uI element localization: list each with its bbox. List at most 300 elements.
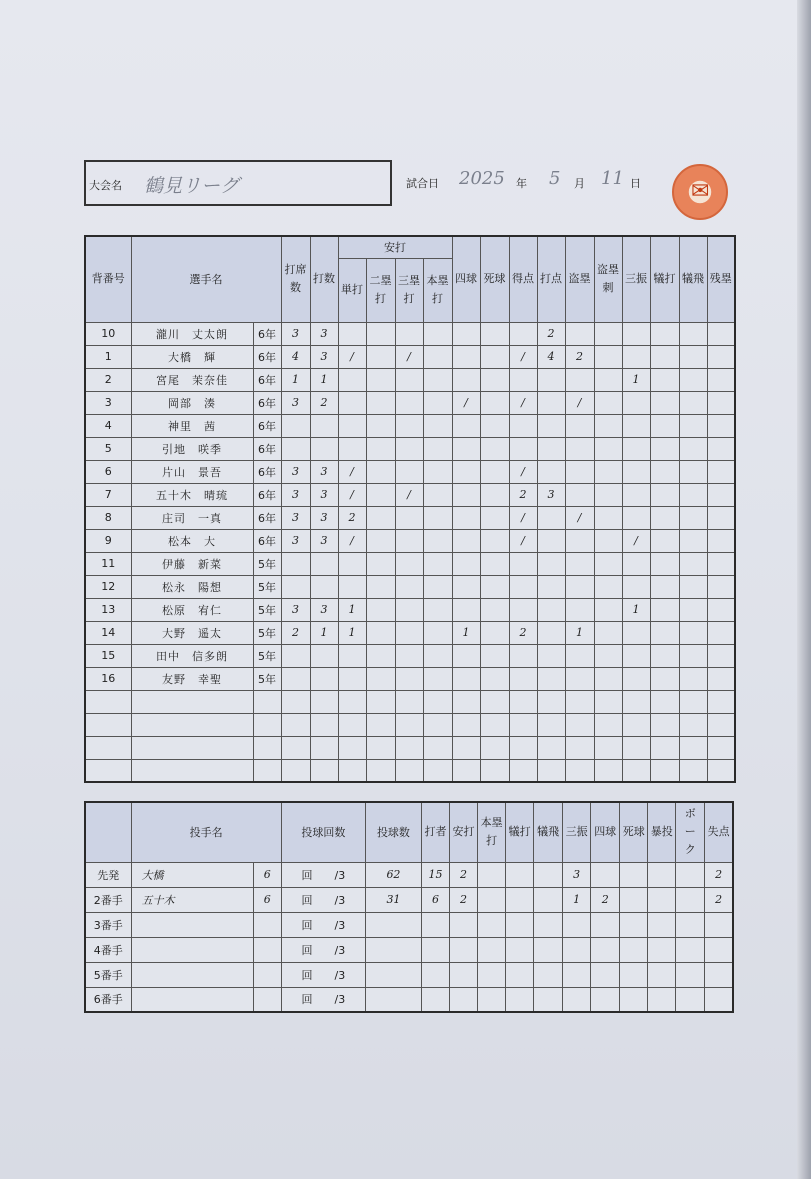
header-strikeouts: 三振: [563, 802, 591, 862]
stat-cell: [509, 322, 537, 345]
pitching-stat-cell: [421, 987, 449, 1012]
stat-cell: [650, 598, 679, 621]
pitching-stat-cell: 2: [705, 887, 733, 912]
stat-cell: [650, 759, 679, 782]
date-label: 試合日: [406, 177, 439, 190]
stat-cell: [480, 644, 509, 667]
player-number: 12: [85, 575, 131, 598]
stat-cell: 1: [310, 621, 338, 644]
stat-cell: 2: [509, 483, 537, 506]
player-grade: 5年: [253, 598, 281, 621]
pitching-stat-cell: [450, 937, 478, 962]
batting-row: [85, 667, 735, 690]
stat-cell: [395, 598, 423, 621]
stat-cell: [622, 575, 650, 598]
stat-cell: 2: [310, 391, 338, 414]
header-batters: 打者: [421, 802, 449, 862]
stat-cell: [594, 345, 622, 368]
stat-cell: [480, 552, 509, 575]
player-name: 松原 宥仁: [131, 598, 253, 621]
stat-cell: [452, 667, 480, 690]
player-number: [85, 736, 131, 759]
stat-cell: [679, 506, 707, 529]
pitching-row: [85, 862, 733, 887]
batting-row: [85, 460, 735, 483]
player-name: 友野 幸聖: [131, 667, 253, 690]
stat-cell: [480, 575, 509, 598]
player-number: 5: [85, 437, 131, 460]
stat-cell: [452, 529, 480, 552]
stat-cell: [423, 690, 452, 713]
header-pitches: 投球数: [365, 802, 421, 862]
paper-edge-shadow: [797, 0, 811, 1179]
stat-cell: [281, 713, 310, 736]
stat-cell: [594, 759, 622, 782]
stat-cell: [679, 345, 707, 368]
inning-unit-label: 回: [301, 918, 313, 932]
stat-cell: [452, 322, 480, 345]
stat-cell: [366, 368, 395, 391]
pitching-stat-cell: [534, 937, 563, 962]
pitching-stat-cell: [620, 937, 648, 962]
pitcher-name: 大橋: [131, 862, 253, 887]
stat-cell: [395, 414, 423, 437]
stat-cell: [679, 391, 707, 414]
player-number: [85, 759, 131, 782]
pitching-stat-cell: [676, 962, 705, 987]
stat-cell: [310, 644, 338, 667]
stat-cell: [366, 759, 395, 782]
stat-cell: [650, 736, 679, 759]
pitching-stat-cell: [506, 862, 534, 887]
player-number: 8: [85, 506, 131, 529]
stat-cell: 3: [281, 506, 310, 529]
stat-cell: 3: [281, 483, 310, 506]
pitching-stat-cell: [591, 912, 620, 937]
stat-cell: [509, 552, 537, 575]
pitching-stat-cell: [421, 937, 449, 962]
stat-cell: [452, 460, 480, 483]
innings-fraction: /3: [334, 943, 346, 957]
pitching-stat-cell: [450, 987, 478, 1012]
header-stolen-bases: 盗塁: [565, 236, 594, 322]
stat-cell: [423, 644, 452, 667]
stat-cell: [480, 506, 509, 529]
stat-cell: [707, 414, 735, 437]
stat-cell: [565, 667, 594, 690]
pitching-stat-cell: [591, 987, 620, 1012]
player-number: [85, 713, 131, 736]
stat-cell: [423, 391, 452, 414]
pitching-stat-cell: [676, 862, 705, 887]
player-grade: 5年: [253, 575, 281, 598]
stat-cell: [338, 575, 366, 598]
stat-cell: /: [509, 460, 537, 483]
stat-cell: 1: [310, 368, 338, 391]
stat-cell: [594, 736, 622, 759]
batting-row: [85, 368, 735, 391]
stat-cell: [565, 759, 594, 782]
stat-cell: [679, 460, 707, 483]
stat-cell: [537, 690, 565, 713]
stat-cell: [423, 529, 452, 552]
pitching-stat-cell: 2: [450, 887, 478, 912]
pitching-stat-cell: 2: [705, 862, 733, 887]
stat-cell: 3: [310, 598, 338, 621]
stat-cell: [509, 575, 537, 598]
stat-cell: [452, 368, 480, 391]
stat-cell: [594, 690, 622, 713]
stat-cell: [679, 322, 707, 345]
pitching-stat-cell: [620, 887, 648, 912]
pitching-stat-cell: [563, 912, 591, 937]
stat-cell: 1: [622, 368, 650, 391]
stat-cell: 3: [310, 322, 338, 345]
stat-cell: [423, 506, 452, 529]
pitcher-role: 2番手: [85, 887, 131, 912]
batting-row: [85, 437, 735, 460]
batting-row: [85, 598, 735, 621]
stat-cell: 1: [281, 368, 310, 391]
stat-cell: [423, 322, 452, 345]
stat-cell: [366, 598, 395, 621]
stat-cell: [423, 621, 452, 644]
stat-cell: /: [452, 391, 480, 414]
player-grade: [253, 713, 281, 736]
player-grade: [253, 759, 281, 782]
header-left-on-base: 残塁: [707, 236, 735, 322]
stat-cell: [594, 437, 622, 460]
stat-cell: [509, 414, 537, 437]
stat-cell: [366, 506, 395, 529]
pitcher-name: [131, 962, 253, 987]
stat-cell: 2: [565, 345, 594, 368]
stat-cell: [452, 345, 480, 368]
tournament-name-box: [84, 160, 392, 206]
pitching-stat-cell: [478, 962, 506, 987]
pitching-stat-cell: [705, 987, 733, 1012]
pitcher-role: 5番手: [85, 962, 131, 987]
stat-cell: [594, 529, 622, 552]
header-runs-allowed: 失点: [705, 802, 733, 862]
batting-row: [85, 736, 735, 759]
stat-cell: [594, 506, 622, 529]
stat-cell: [622, 322, 650, 345]
stat-cell: 3: [281, 460, 310, 483]
batting-row: [85, 621, 735, 644]
stat-cell: [565, 529, 594, 552]
stat-cell: [509, 759, 537, 782]
pitching-stat-cell: [478, 987, 506, 1012]
stat-cell: [565, 414, 594, 437]
stat-cell: [707, 759, 735, 782]
pitcher-name: [131, 987, 253, 1012]
pitching-stat-cell: [563, 962, 591, 987]
header-pitcher-name: 投手名: [131, 802, 281, 862]
stat-cell: [395, 575, 423, 598]
stat-cell: [679, 437, 707, 460]
stat-cell: [679, 414, 707, 437]
pitching-stat-cell: [506, 912, 534, 937]
stat-cell: [594, 460, 622, 483]
stat-cell: [395, 644, 423, 667]
stat-cell: 3: [310, 529, 338, 552]
stat-cell: [594, 322, 622, 345]
stat-cell: [281, 736, 310, 759]
innings-cell: [281, 912, 365, 937]
pitching-stat-cell: 2: [450, 862, 478, 887]
inning-unit-label: 回: [301, 868, 313, 882]
stat-cell: 4: [281, 345, 310, 368]
stat-cell: [707, 552, 735, 575]
innings-cell: [281, 937, 365, 962]
stat-cell: [395, 437, 423, 460]
stat-cell: [707, 621, 735, 644]
tournament-label: 大会名: [89, 179, 122, 192]
stat-cell: /: [509, 529, 537, 552]
player-name: [131, 713, 253, 736]
player-grade: 6年: [253, 460, 281, 483]
player-number: 2: [85, 368, 131, 391]
innings-whole: [253, 912, 281, 937]
stat-cell: 3: [537, 483, 565, 506]
stat-cell: [423, 414, 452, 437]
stat-cell: [338, 368, 366, 391]
stat-cell: [622, 690, 650, 713]
stat-cell: [395, 621, 423, 644]
stat-cell: /: [338, 529, 366, 552]
pitching-stat-cell: [676, 912, 705, 937]
stat-cell: [423, 368, 452, 391]
player-name: 岡部 湊: [131, 391, 253, 414]
batting-row: [85, 759, 735, 782]
pitching-stat-cell: [534, 887, 563, 912]
player-name: [131, 759, 253, 782]
stat-cell: [310, 552, 338, 575]
pitching-stat-cell: [648, 987, 676, 1012]
stat-cell: [452, 690, 480, 713]
stat-cell: [679, 598, 707, 621]
stat-cell: [423, 437, 452, 460]
stat-cell: [395, 552, 423, 575]
pitching-stat-cell: [648, 937, 676, 962]
stat-cell: [338, 644, 366, 667]
stat-cell: [537, 437, 565, 460]
stat-cell: [452, 713, 480, 736]
player-number: 16: [85, 667, 131, 690]
stat-cell: [338, 437, 366, 460]
player-grade: 6年: [253, 322, 281, 345]
stat-cell: [452, 414, 480, 437]
stat-cell: [679, 552, 707, 575]
stat-cell: [281, 414, 310, 437]
pitching-stat-cell: [534, 862, 563, 887]
stat-cell: [650, 713, 679, 736]
stat-cell: [565, 322, 594, 345]
stat-cell: [594, 391, 622, 414]
stat-cell: [537, 529, 565, 552]
pitcher-role: 4番手: [85, 937, 131, 962]
stat-cell: [594, 644, 622, 667]
stat-cell: [537, 506, 565, 529]
stat-cell: [594, 368, 622, 391]
player-grade: 6年: [253, 437, 281, 460]
stat-cell: [679, 621, 707, 644]
stat-cell: [423, 575, 452, 598]
stat-cell: [594, 483, 622, 506]
stat-cell: [565, 644, 594, 667]
stat-cell: 2: [338, 506, 366, 529]
batting-row: [85, 345, 735, 368]
stat-cell: [707, 460, 735, 483]
stat-cell: 3: [281, 391, 310, 414]
stat-cell: [679, 736, 707, 759]
stat-cell: [310, 437, 338, 460]
pitching-stat-cell: [648, 887, 676, 912]
pitch-count: 31: [365, 887, 421, 912]
header-triple: 三塁打: [395, 258, 423, 322]
stat-cell: [622, 437, 650, 460]
stat-cell: [707, 506, 735, 529]
stat-cell: [707, 322, 735, 345]
stat-cell: [423, 483, 452, 506]
stat-cell: [565, 437, 594, 460]
stat-cell: [366, 483, 395, 506]
player-name: [131, 736, 253, 759]
batting-row: [85, 690, 735, 713]
stat-cell: [338, 713, 366, 736]
stat-cell: [622, 345, 650, 368]
stat-cell: [480, 460, 509, 483]
pitching-stat-cell: [705, 962, 733, 987]
stat-cell: [480, 690, 509, 713]
player-grade: [253, 736, 281, 759]
stat-cell: [707, 644, 735, 667]
pitching-stat-cell: [620, 962, 648, 987]
stat-cell: [366, 667, 395, 690]
stat-cell: [650, 529, 679, 552]
team-logo: [672, 164, 728, 220]
year-label: 年: [516, 177, 527, 190]
stat-cell: [622, 483, 650, 506]
stat-cell: /: [395, 345, 423, 368]
stat-cell: [423, 598, 452, 621]
player-name: 五十木 晴琉: [131, 483, 253, 506]
stat-cell: [480, 713, 509, 736]
stat-cell: [423, 667, 452, 690]
stat-cell: [281, 552, 310, 575]
pitch-count: [365, 962, 421, 987]
header-strikeouts: 三振: [622, 236, 650, 322]
stat-cell: [565, 713, 594, 736]
stat-cell: [338, 736, 366, 759]
stat-cell: [594, 621, 622, 644]
pitching-stat-cell: [620, 862, 648, 887]
stat-cell: [707, 713, 735, 736]
innings-fraction: /3: [334, 893, 346, 907]
pitching-stat-cell: [506, 962, 534, 987]
header-single: 単打: [338, 258, 366, 322]
stat-cell: [480, 667, 509, 690]
header-walks: 四球: [452, 236, 480, 322]
stat-cell: [310, 759, 338, 782]
stat-cell: [537, 368, 565, 391]
pitching-stat-cell: [591, 862, 620, 887]
player-grade: 5年: [253, 644, 281, 667]
stat-cell: /: [338, 345, 366, 368]
header-runs: 得点: [509, 236, 537, 322]
stat-cell: [366, 391, 395, 414]
stat-cell: 1: [622, 598, 650, 621]
pitching-table: [84, 801, 734, 1013]
stat-cell: [395, 713, 423, 736]
stat-cell: [480, 345, 509, 368]
stat-cell: [366, 437, 395, 460]
stat-cell: [650, 414, 679, 437]
player-number: 7: [85, 483, 131, 506]
stat-cell: [594, 598, 622, 621]
stat-cell: [452, 759, 480, 782]
stat-cell: [650, 437, 679, 460]
tournament-name-value: 鶴見リーグ: [144, 175, 240, 197]
stat-cell: [537, 667, 565, 690]
stat-cell: [423, 552, 452, 575]
stat-cell: 1: [338, 621, 366, 644]
stat-cell: /: [509, 506, 537, 529]
player-name: 庄司 一真: [131, 506, 253, 529]
pitching-stat-cell: [421, 962, 449, 987]
header-at-bats: 打数: [310, 236, 338, 322]
player-grade: 6年: [253, 368, 281, 391]
stat-cell: [537, 736, 565, 759]
stat-cell: [366, 322, 395, 345]
stat-cell: [650, 552, 679, 575]
pitching-stat-cell: [478, 887, 506, 912]
pitching-stat-cell: 1: [563, 887, 591, 912]
stat-cell: [707, 437, 735, 460]
stat-cell: [707, 598, 735, 621]
stat-cell: [395, 690, 423, 713]
stat-cell: [707, 483, 735, 506]
batting-row: [85, 414, 735, 437]
pitching-row: [85, 937, 733, 962]
pitching-row: [85, 962, 733, 987]
stat-cell: [509, 736, 537, 759]
stat-cell: [679, 759, 707, 782]
stat-cell: /: [509, 345, 537, 368]
player-grade: 6年: [253, 529, 281, 552]
stat-cell: [509, 690, 537, 713]
stat-cell: [679, 368, 707, 391]
stat-cell: [650, 391, 679, 414]
pitching-stat-cell: [534, 987, 563, 1012]
pitching-stat-cell: [506, 937, 534, 962]
stat-cell: 2: [537, 322, 565, 345]
player-grade: 6年: [253, 345, 281, 368]
date-month-value: 5: [549, 168, 561, 189]
player-number: 9: [85, 529, 131, 552]
stat-cell: 3: [281, 598, 310, 621]
stat-cell: [565, 483, 594, 506]
stat-cell: [537, 759, 565, 782]
stat-cell: [565, 460, 594, 483]
header-walks: 四球: [591, 802, 620, 862]
pitching-stat-cell: [534, 962, 563, 987]
stat-cell: [452, 552, 480, 575]
stat-cell: [650, 667, 679, 690]
stat-cell: [366, 690, 395, 713]
stat-cell: [537, 713, 565, 736]
